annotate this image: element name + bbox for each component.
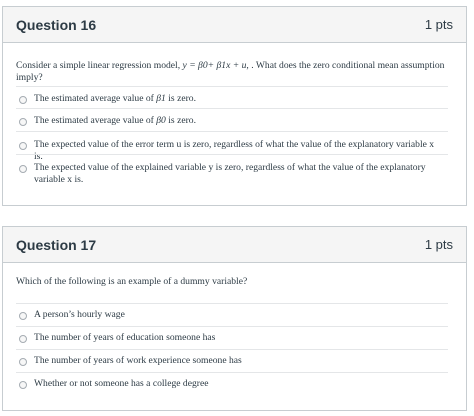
answer-option[interactable] bbox=[16, 303, 448, 325]
question-header bbox=[3, 7, 466, 43]
radio-button[interactable] bbox=[19, 118, 27, 126]
radio-button[interactable] bbox=[19, 335, 27, 343]
answer-label: A person’s hourly wage bbox=[34, 309, 125, 320]
answer-label: The expected value of the explained variable y is zero, regardless of what the value of the explanatory variable x is. bbox=[34, 162, 426, 185]
answer-option[interactable] bbox=[16, 131, 448, 162]
regression-equation: y = β0+ β1x + u bbox=[182, 60, 247, 71]
answer-label: The number of years of education someone has bbox=[34, 332, 216, 343]
beta-symbol: β0 bbox=[156, 115, 166, 126]
answer-label: Whether or not someone has a college degree bbox=[34, 378, 209, 389]
answer-option[interactable] bbox=[16, 154, 448, 194]
answer-label: The estimated average value of β0 is zero. bbox=[34, 115, 196, 126]
question-header bbox=[3, 227, 466, 263]
answer-label: The number of years of work experience someone has bbox=[34, 355, 242, 366]
answer-option[interactable] bbox=[16, 372, 448, 398]
answer-label: The estimated average value of β1 is zero. bbox=[34, 93, 196, 104]
question-title: Question 17 bbox=[16, 236, 97, 253]
radio-button[interactable] bbox=[19, 165, 27, 173]
question-text: Which of the following is an example of a dummy variable? bbox=[16, 276, 248, 287]
question-title: Question 16 bbox=[16, 16, 97, 33]
question-text: Consider a simple linear regression model, y = β0+ β1x + u, . What does the zero conditional mean assumption imply? bbox=[16, 60, 445, 83]
answer-option[interactable] bbox=[16, 108, 448, 130]
radio-button[interactable] bbox=[19, 96, 27, 104]
radio-button[interactable] bbox=[19, 358, 27, 366]
radio-button[interactable] bbox=[19, 381, 27, 389]
question-card-16 bbox=[2, 6, 467, 206]
question-card-17 bbox=[2, 226, 467, 411]
question-points: 1 pts bbox=[424, 17, 453, 32]
radio-button[interactable] bbox=[19, 312, 27, 320]
question-points: 1 pts bbox=[424, 237, 453, 252]
answer-option[interactable] bbox=[16, 349, 448, 371]
answer-option[interactable] bbox=[16, 326, 448, 348]
radio-button[interactable] bbox=[19, 142, 27, 150]
beta-symbol: β1 bbox=[156, 93, 166, 104]
answer-option[interactable] bbox=[16, 86, 448, 108]
answer-label: The expected value of the error term u is zero, regardless of what the value of the explanatory variable x is. bbox=[34, 139, 435, 162]
